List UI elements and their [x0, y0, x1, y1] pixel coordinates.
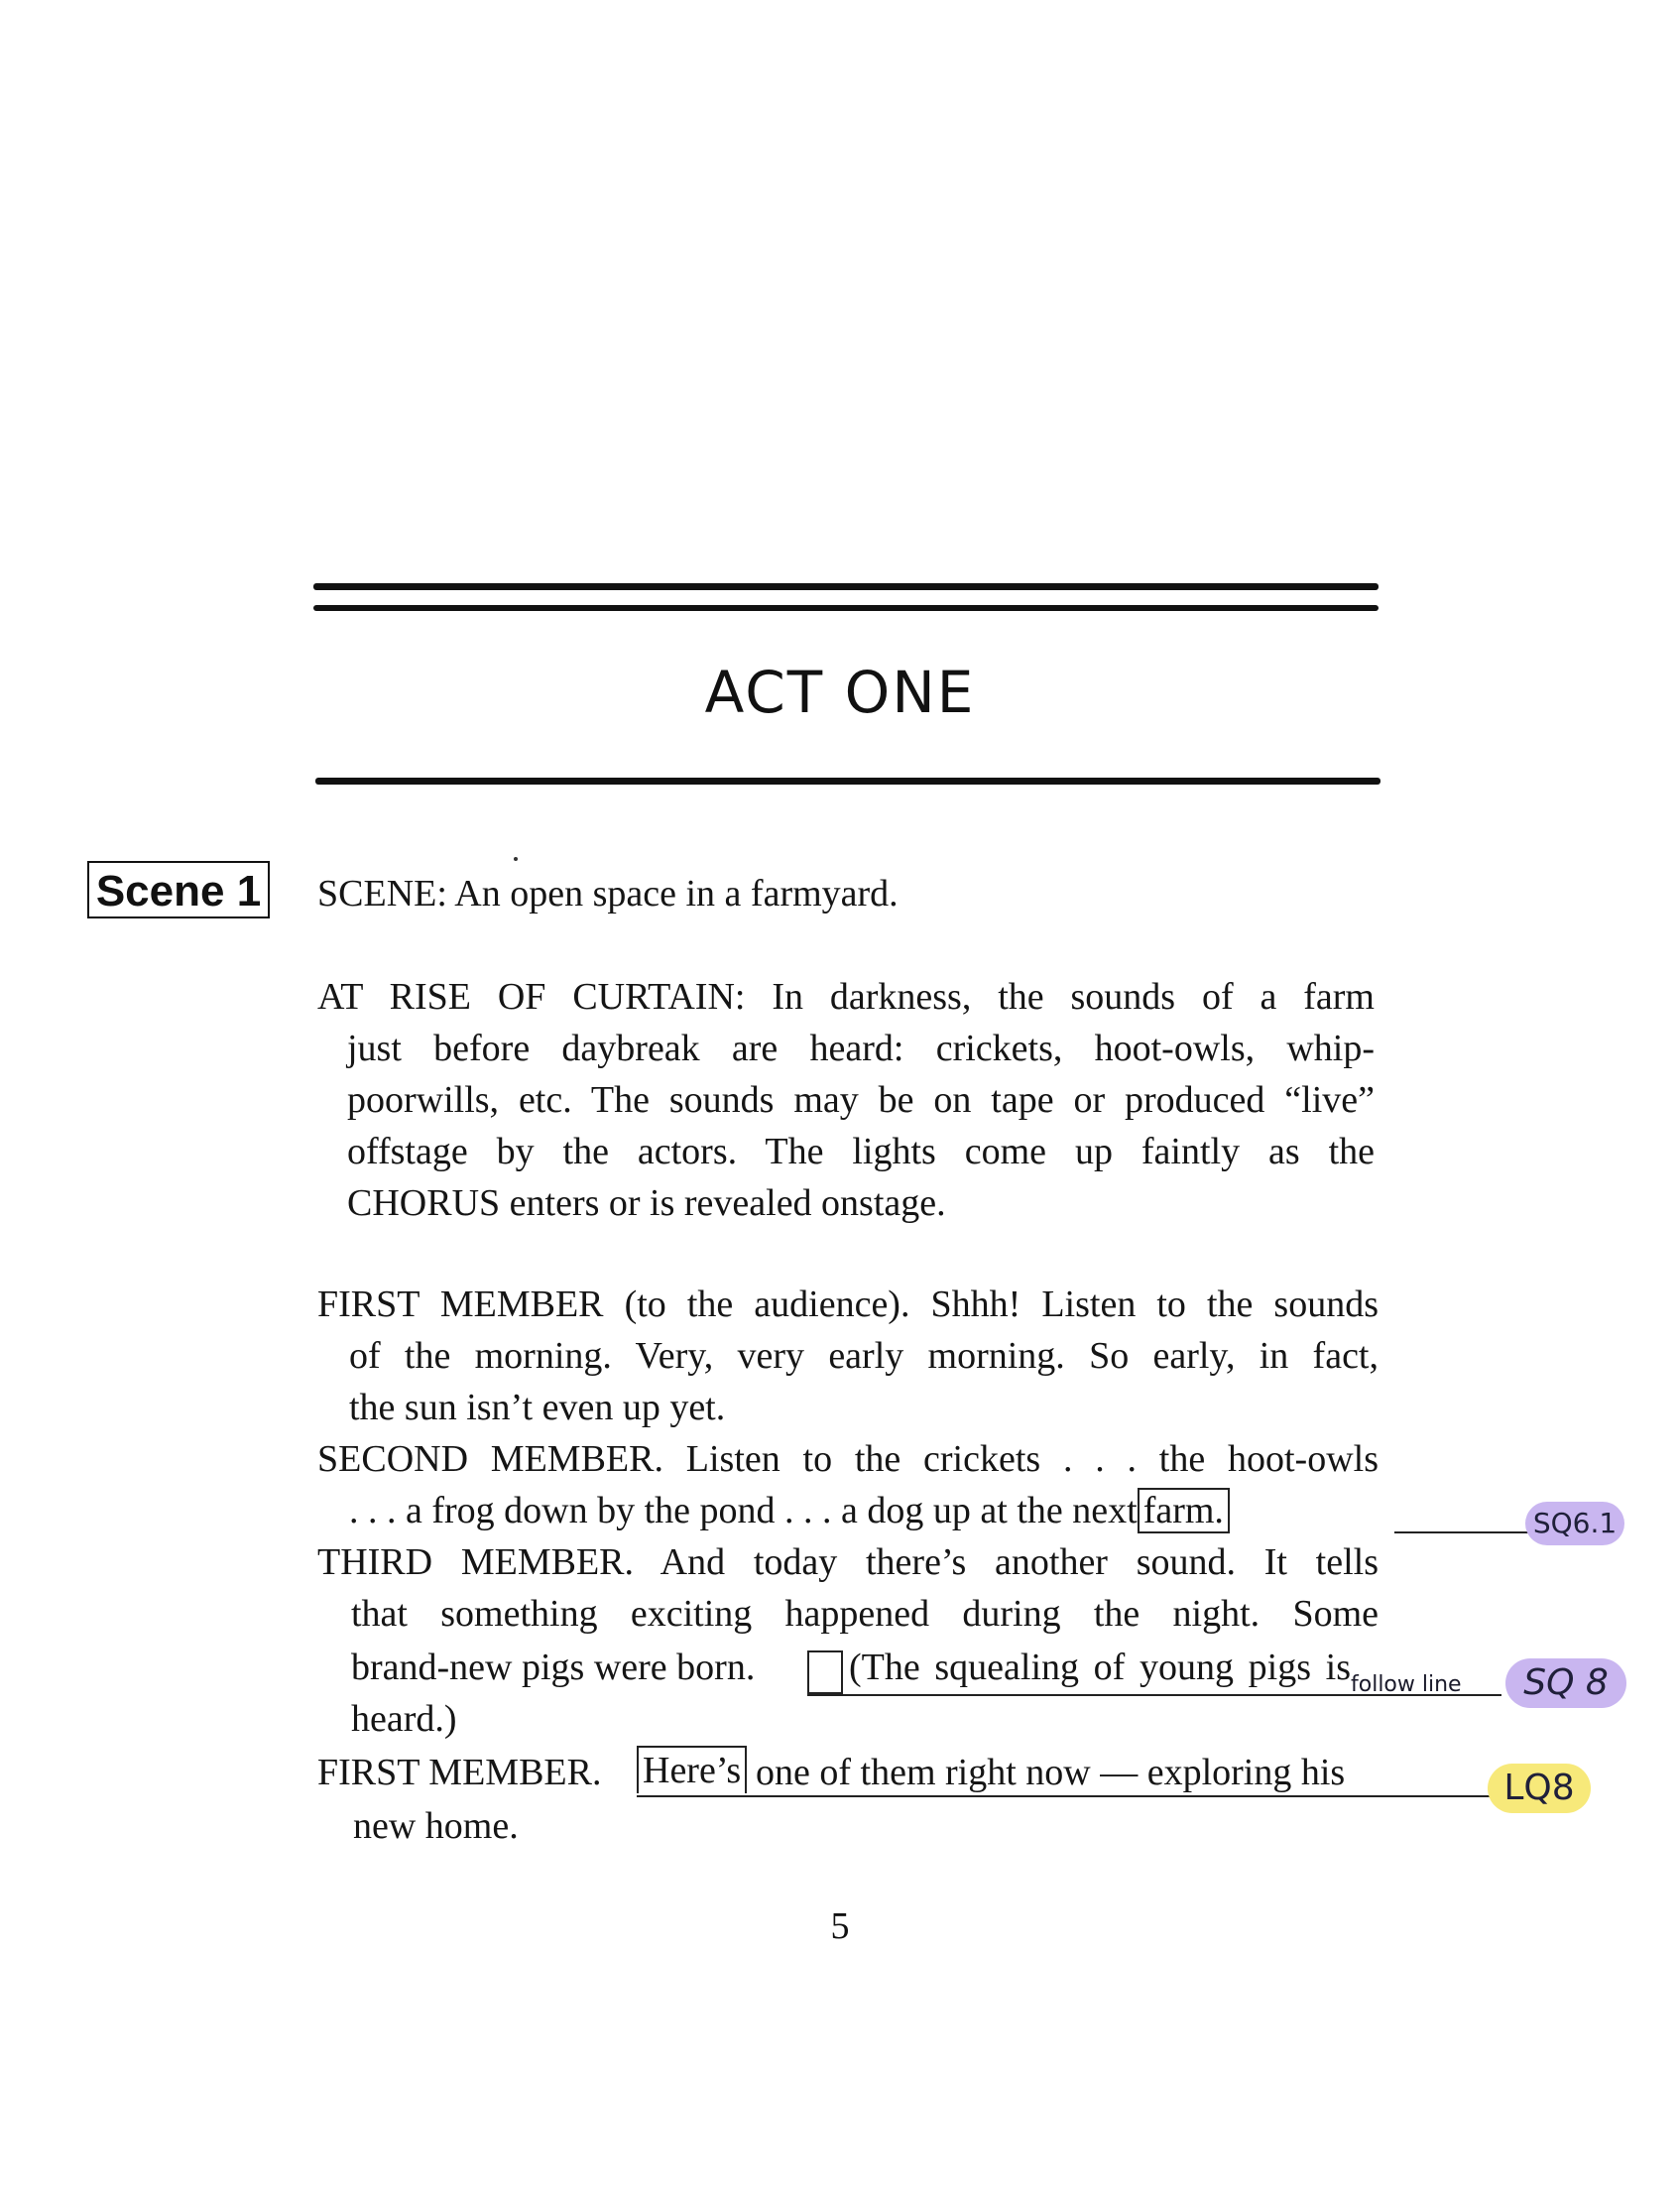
- curtain-line-4: offstage by the actors. The lights come up faintly as the: [347, 1131, 1375, 1172]
- first-member-line-1: FIRST MEMBER (to the audience). Shhh! Listen to the sounds: [317, 1283, 1379, 1325]
- second-member-line-2: [349, 1492, 1230, 1529]
- page-number: 5: [830, 1905, 850, 1947]
- third-member-line-1: THIRD MEMBER. And today there’s another sound. It tells: [317, 1541, 1379, 1583]
- curtain-line-1: AT RISE OF CURTAIN: In darkness, the sounds of a farm: [317, 976, 1375, 1018]
- third-member-line-2: that something exciting happened during the night. Some: [351, 1593, 1379, 1635]
- boxed-heres: Here’s: [637, 1746, 747, 1793]
- third-member-line-4: heard.): [351, 1698, 457, 1740]
- boxed-farm: farm.: [1138, 1488, 1230, 1533]
- first-member-b-line-1: [637, 1752, 747, 1789]
- curtain-line-2: just before daybreak are heard: crickets, hoot-owls, whip-: [347, 1028, 1375, 1069]
- lq8-underline: [637, 1795, 1500, 1797]
- curtain-line-5: CHORUS enters or is revealed onstage.: [347, 1182, 946, 1224]
- scene-label: Scene 1: [87, 861, 270, 918]
- second-member-line-2-text: . . . a frog down by the pond . . . a dog up at the next: [349, 1490, 1138, 1531]
- lq8-tag: LQ8: [1488, 1764, 1591, 1813]
- sq8-tag: SQ 8: [1505, 1658, 1626, 1708]
- empty-cue-box: [807, 1650, 843, 1694]
- first-member-b-line-2: new home.: [353, 1805, 519, 1847]
- title-bottom-rule: [315, 778, 1380, 785]
- curtain-line-3: poorwills, etc. The sounds may be on tape or produced “live”: [347, 1079, 1375, 1121]
- first-member-b-line-1-rest: one of them right now — exploring his: [756, 1752, 1346, 1793]
- first-member-b-speaker: FIRST MEMBER.: [317, 1752, 602, 1793]
- first-member-line-3: the sun isn’t even up yet.: [349, 1387, 726, 1428]
- third-member-line-3a: brand-new pigs were born.: [351, 1647, 756, 1688]
- act-title: ACT ONE: [704, 659, 976, 726]
- scene-line: SCENE: An open space in a farmyard.: [317, 873, 899, 915]
- stray-dot: [514, 857, 518, 861]
- third-member-line-3b: (The squealing of young pigs is: [849, 1647, 1351, 1688]
- second-member-line-1: SECOND MEMBER. Listen to the crickets . . . the hoot-owls: [317, 1438, 1379, 1480]
- sq61-tag: SQ6.1: [1525, 1502, 1624, 1545]
- top-double-rule-2: [313, 605, 1379, 611]
- first-member-line-2: of the morning. Very, very early morning. So early, in fact,: [349, 1335, 1379, 1377]
- sq61-leader-line: [1394, 1531, 1533, 1533]
- top-double-rule-1: [313, 583, 1379, 590]
- follow-line-note: follow line: [1351, 1672, 1462, 1697]
